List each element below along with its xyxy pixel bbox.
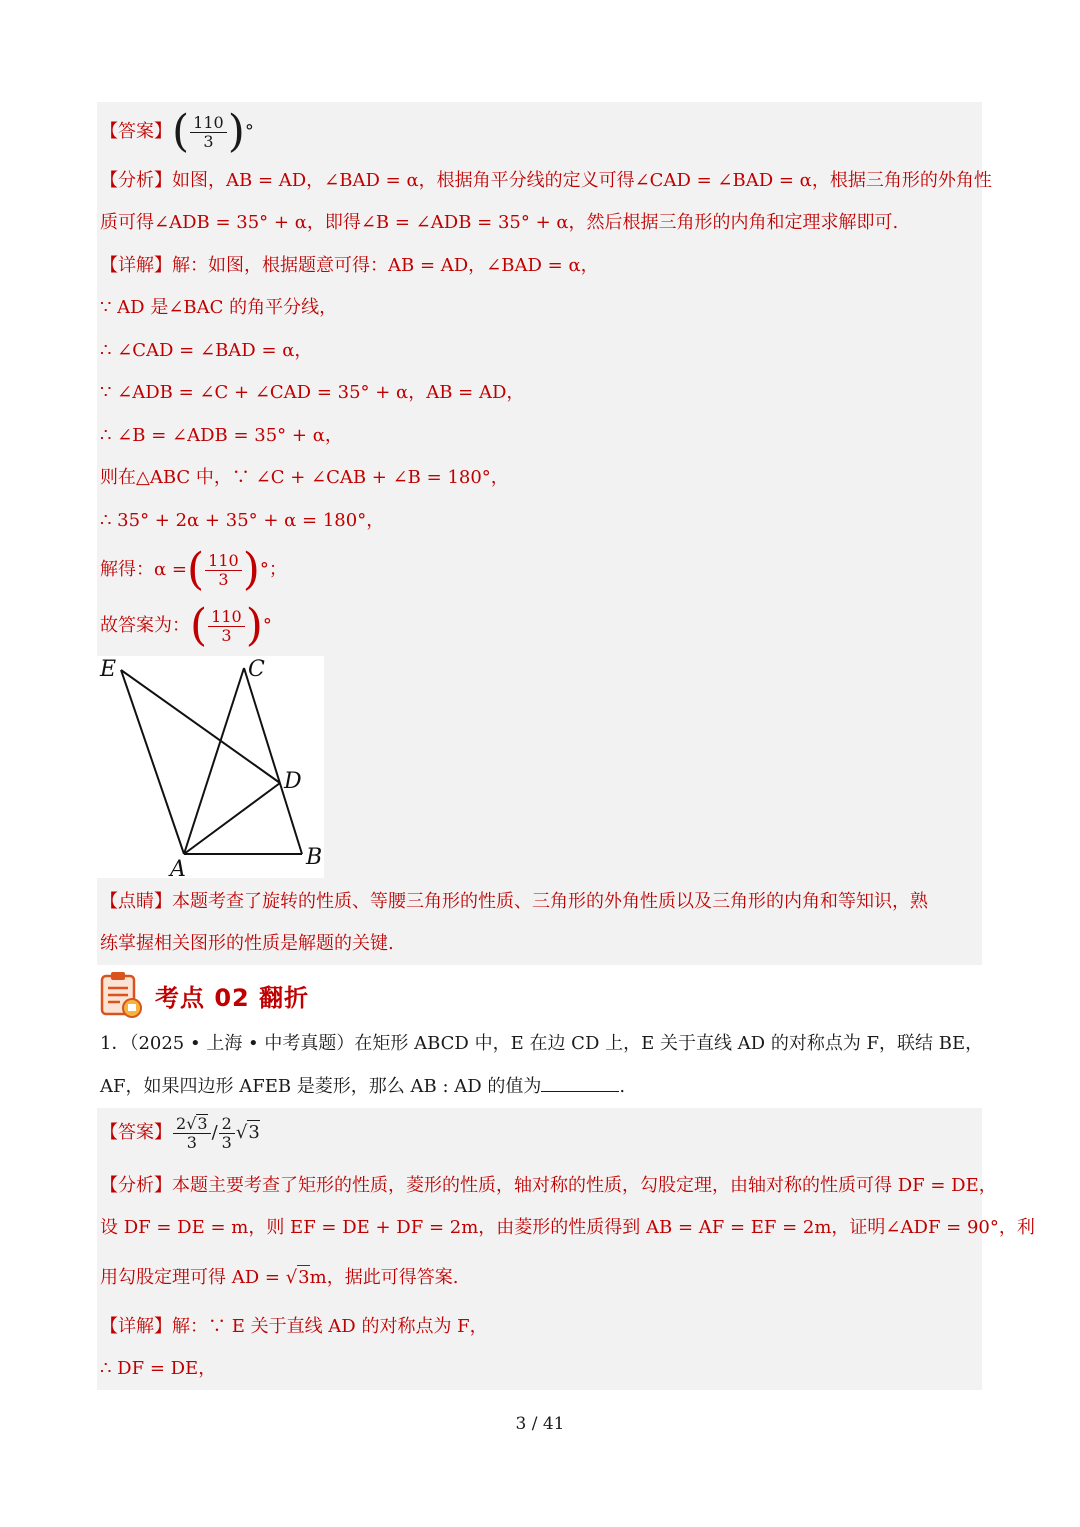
label-e: E	[100, 657, 117, 682]
triangle-diagram	[97, 656, 324, 878]
answer-1: 【答案】( $\frac{110}{3}$ )°	[100, 106, 254, 157]
comment-1-line-2: 练掌握相关图形的性质是解题的关键.	[100, 933, 394, 954]
label-a: A	[170, 857, 186, 878]
label-c: C	[248, 657, 265, 682]
comment-1-line-1: 【点睛】本题考查了旋转的性质、等腰三角形的性质、三角形的外角性质以及三角形的内角和等知识，熟	[100, 891, 928, 912]
clipboard-icon	[98, 970, 144, 1018]
detail-2-line-2: ∴ DF = DE，	[100, 1358, 217, 1379]
question-2-line-2: AF，如果四边形 AFEB 是菱形，那么 AB : AD 的值为 .	[100, 1076, 626, 1097]
analysis-1-line-2: 质可得∠ADB = 35° + α，即得∠B = ∠ADB = 35° + α，然后根据三角形的内角和定理求解即可.	[100, 212, 899, 233]
detail-1-final: 故答案为：( $\frac{110}{3}$ )°	[100, 600, 272, 651]
question-2-line-1: 1．（2025 • 上海 • 中考真题）在矩形 ABCD 中，E 在边 CD 上，E 关于直线 AD 的对称点为 F，联结 BE，	[100, 1033, 984, 1054]
detail-1-line-5: ∴ ∠B = ∠ADB = 35° + α，	[100, 425, 343, 446]
label-d: D	[284, 769, 302, 794]
analysis-2-line-3: 用勾股定理可得 AD = √3m，据此可得答案.	[100, 1267, 459, 1288]
geometry-figure	[97, 656, 324, 878]
analysis-1-line-1: 【分析】如图，AB = AD，∠BAD = α，根据角平分线的定义可得∠CAD = ∠BAD = α，根据三角形的外角性	[100, 170, 992, 191]
label-b: B	[306, 845, 323, 870]
analysis-2-line-1: 【分析】本题主要考查了矩形的性质，菱形的性质，轴对称的性质，勾股定理，由轴对称的性质可得 DF = DE，	[100, 1175, 997, 1196]
detail-1-line-1: 【详解】解：如图，根据题意可得：AB = AD，∠BAD = α，	[100, 255, 599, 276]
detail-2-line-1: 【详解】解：∵ E 关于直线 AD 的对称点为 F，	[100, 1316, 488, 1337]
section-title: 考点 02 翻折	[155, 984, 310, 1012]
detail-1-line-7: ∴ 35° + 2α + 35° + α = 180°，	[100, 510, 385, 531]
detail-1-solve: 解得：α =( $\frac{110}{3}$ )°；	[100, 544, 287, 595]
detail-1-line-2: ∵ AD 是∠BAC 的角平分线，	[100, 297, 338, 318]
page-number: 3 / 41	[515, 1414, 565, 1434]
detail-1-line-6: 则在△ABC 中，∵ ∠C + ∠CAB + ∠B = 180°，	[100, 467, 509, 488]
answer-blank[interactable]	[541, 1075, 619, 1092]
detail-1-line-4: ∵ ∠ADB = ∠C + ∠CAD = 35° + α，AB = AD，	[100, 382, 525, 403]
analysis-2-line-2: 设 DF = DE = m，则 EF = DE + DF = 2m，由菱形的性质得到 AB = AF = EF = 2m，证明∠ADF = 90°，利	[100, 1217, 1035, 1238]
answer-2: 【答案】 $\frac{2√3}{3}$ / $\frac{2}{3}$ √3	[100, 1113, 260, 1152]
detail-1-line-3: ∴ ∠CAD = ∠BAD = α，	[100, 340, 313, 361]
